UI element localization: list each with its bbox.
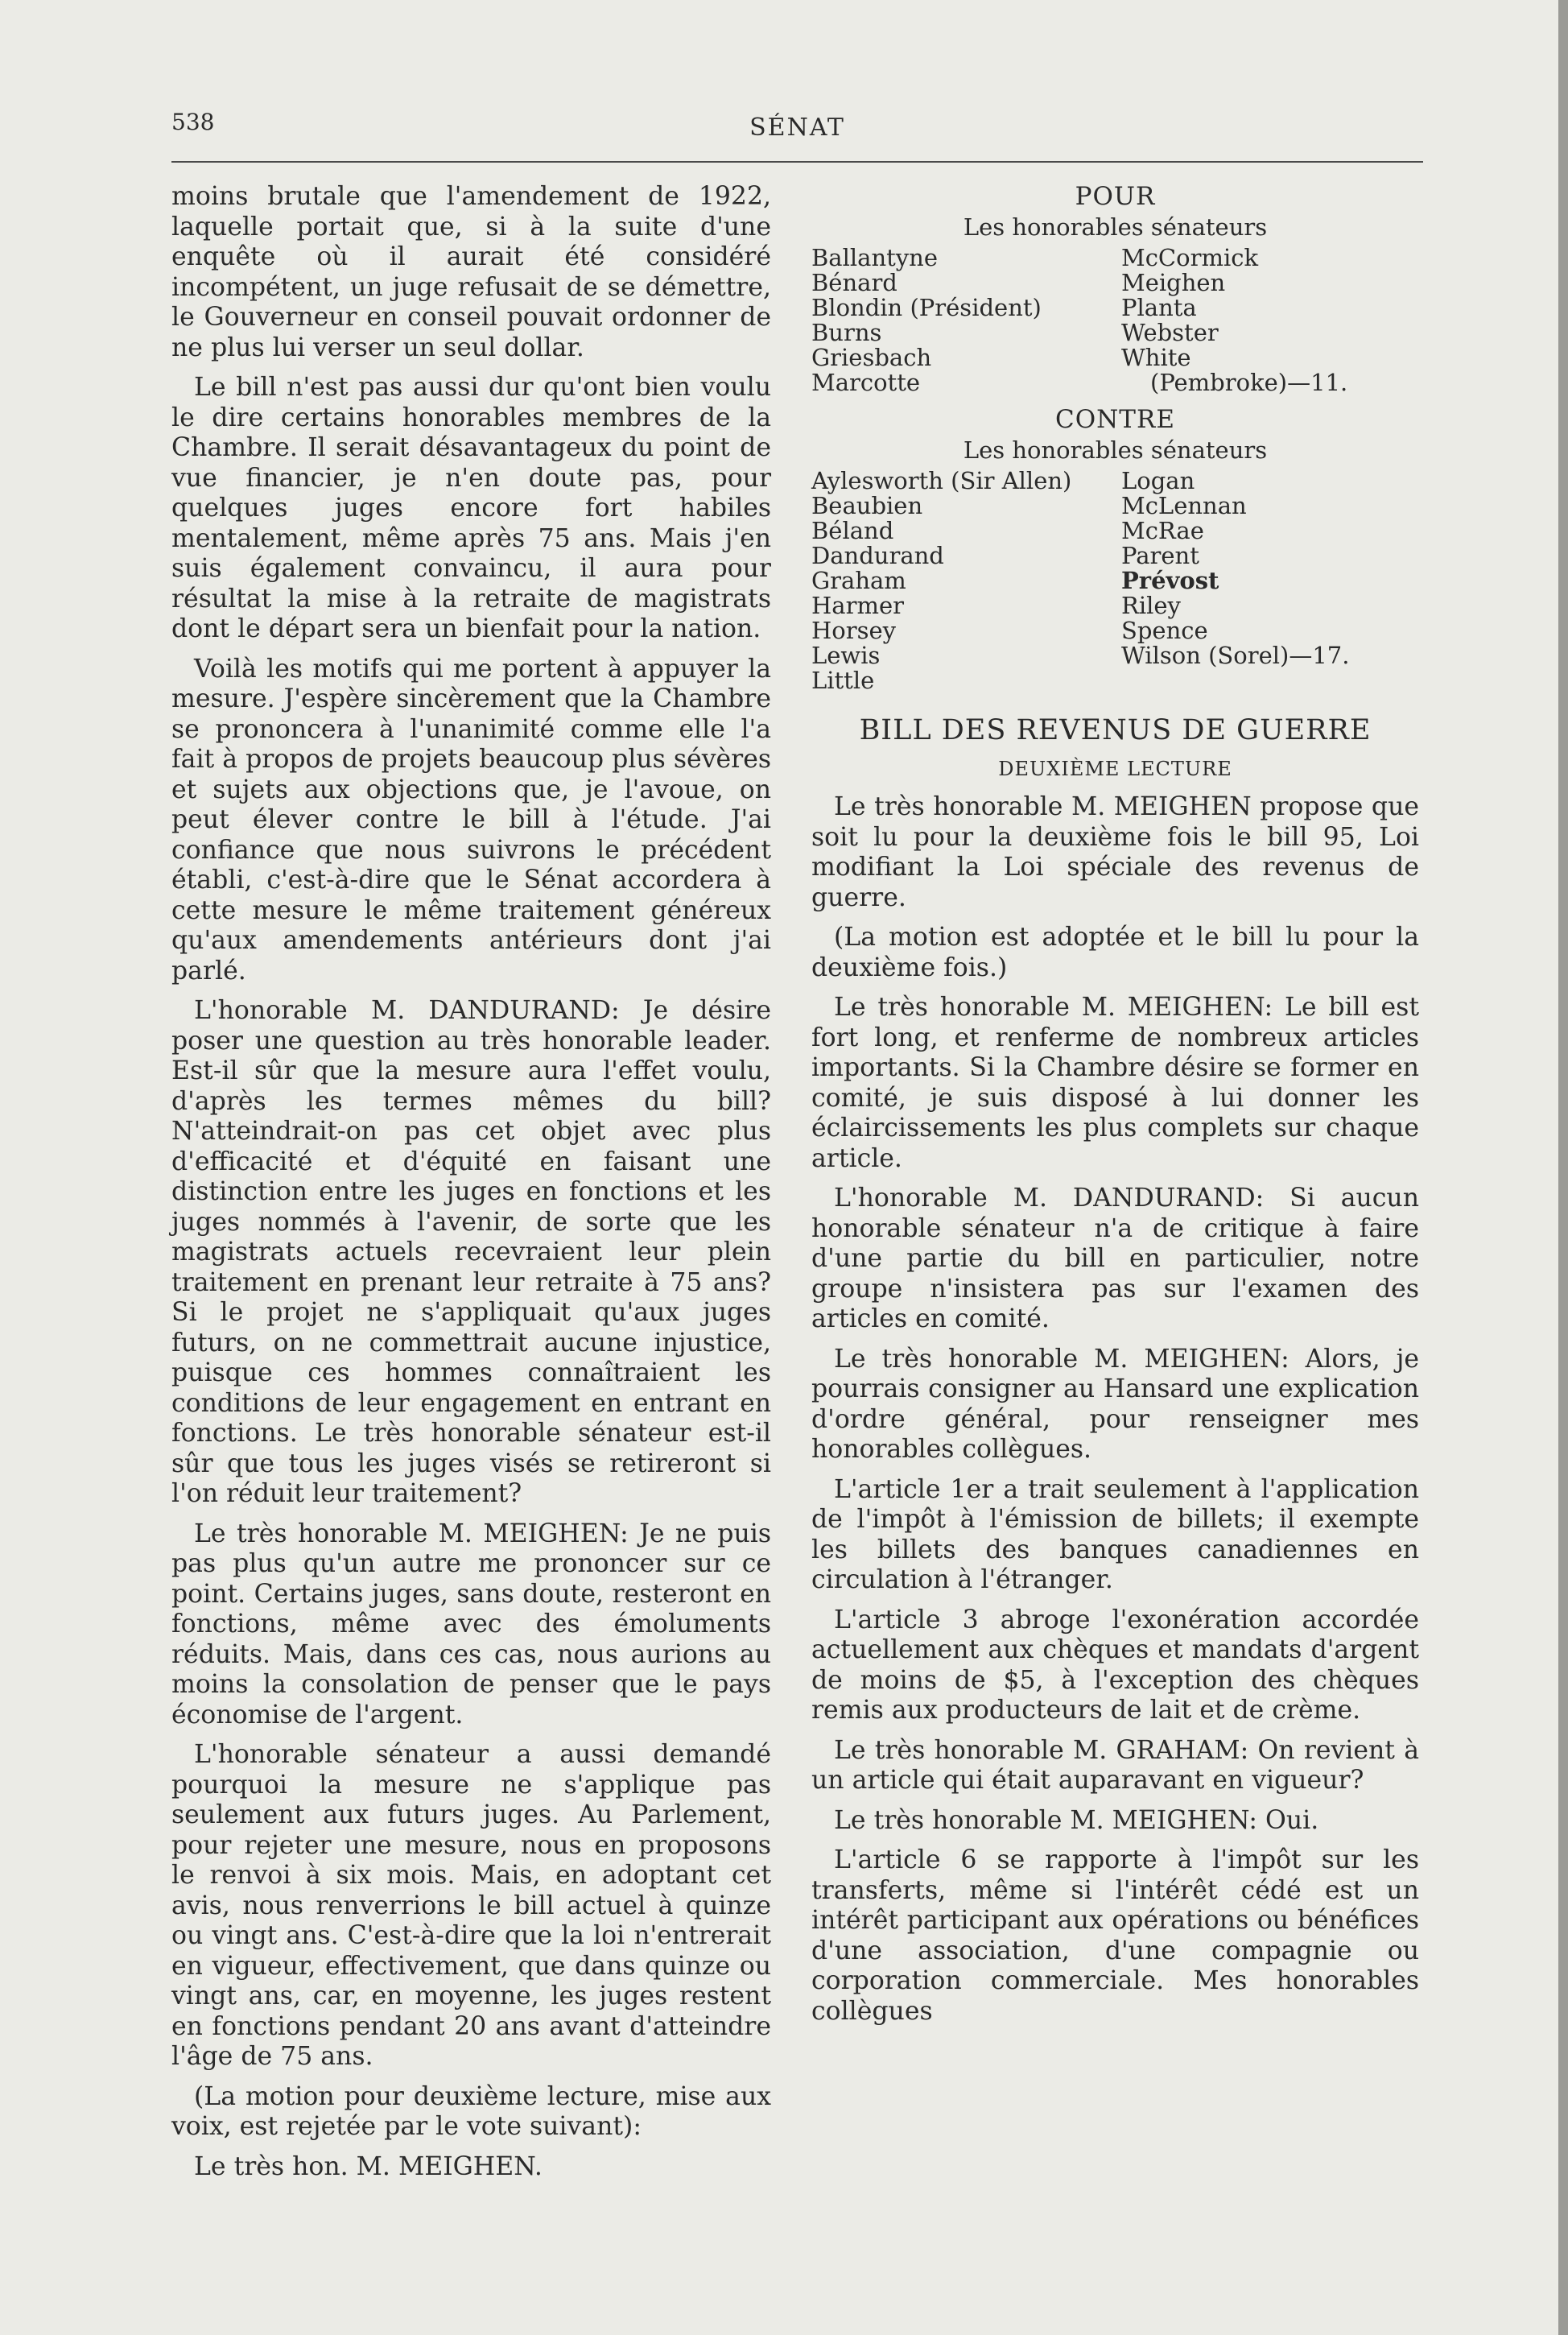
scan-edge	[1558, 0, 1568, 2335]
senator-name: White	[1121, 344, 1191, 371]
senator-name: Griesbach	[811, 344, 932, 371]
paragraph: Voilà les motifs qui me portent à appuyer la mesure. J'espère sincèrement que la Chambre se prononcera à l'unanimité comme elle l'a fait à propos de projets beaucoup plus sévères et sujets aux objections que, je l'avoue, on peut élever contre le bill à l'étude. J'ai confiance que nous suivrons le précédent établi, c'est-à-dire que le Sénat accordera à cette mesure le même traitement généreux qu'aux amendements antérieurs dont j'ai parlé.	[171, 654, 771, 986]
right-column	[811, 182, 1419, 2036]
section-subtitle: DEUXIÈME LECTURE	[998, 757, 1232, 780]
paragraph: Le très honorable M. MEIGHEN: Je ne puis pas plus qu'un autre me prononcer sur ce point. Certains juges, sans doute, resteront en fonctions, même avec des émoluments réduits. Mais, dans ces cas, nous aurions au moins la consolation de penser que le pays économise de l'argent.	[171, 1519, 771, 1730]
paragraph: L'honorable sénateur a aussi demandé pourquoi la mesure ne s'applique pas seulement aux futurs juges. Au Parlement, pour rejeter une mesure, nous en proposons le renvoi à six mois. Mais, en adoptant cet avis, nous renverrions le bill actuel à quinze ou vingt ans. C'est-à-dire que la loi n'entrerait en vigueur, effectivement, que dans quinze ou vingt ans, car, en moyenne, les juges restent en fonctions pendant 20 ans avant d'atteindre l'âge de 75 ans.	[171, 1740, 771, 2071]
paragraph: Le très honorable M. MEIGHEN: Alors, je pourrais consigner au Hansard une explication d'ordre général, pour renseigner mes honorables collègues.	[811, 1344, 1419, 1464]
senator-name: Spence	[1121, 617, 1208, 644]
vote-heading-contre: CONTRE	[1055, 405, 1175, 434]
paragraph: moins brutale que l'amendement de 1922, laquelle portait que, si à la suite d'une enquête où il aurait été considéré incompétent, un juge refusait de se démettre, le Gouverneur en conseil pouvait ordonner de ne plus lui verser un seul dollar.	[171, 182, 771, 362]
section-title: BILL DES REVENUS DE GUERRE	[859, 714, 1372, 746]
paragraph: L'article 6 se rapporte à l'impôt sur les transferts, même si l'intérêt cédé est un intérêt participant aux opérations ou bénéfices d'une association, d'une compagnie ou corporation commerciale. Mes honorables collègues	[811, 1845, 1419, 2026]
senator-name: Riley	[1121, 592, 1181, 619]
paragraph: Le très hon. M. MEIGHEN.	[194, 2151, 543, 2181]
paragraph: (La motion pour deuxième lecture, mise aux voix, est rejetée par le vote suivant):	[171, 2081, 771, 2141]
paragraph: Le très honorable M. GRAHAM: On revient à un article qui était auparavant en vigueur?	[811, 1735, 1419, 1795]
senator-name: McRae	[1121, 517, 1204, 544]
senator-name: Blondin (Président)	[811, 294, 1042, 321]
senator-name: Dandurand	[811, 542, 944, 569]
running-head: SÉNAT	[749, 114, 845, 142]
paragraph: L'article 1er a trait seulement à l'application de l'impôt à l'émission de billets; il exempte les billets des banques canadiennes en circulation à l'étranger.	[811, 1474, 1419, 1594]
header-rule	[171, 161, 1423, 163]
senator-name: McLennan	[1121, 492, 1247, 519]
senator-name: Aylesworth (Sir Allen)	[811, 467, 1072, 494]
senator-name: Bénard	[811, 269, 897, 296]
vote-heading-pour: POUR	[1075, 182, 1156, 211]
senator-name: Lewis	[811, 642, 881, 669]
paragraph: L'honorable M. DANDURAND: Je désire poser une question au très honorable leader. Est-il sûr que la mesure aura l'effet voulu, d'après les termes mêmes du bill? N'atteindrait-on pas cet objet avec plus d'efficacité et d'équité en faisant une distinction entre les juges en fonctions et les juges nommés à l'avenir, de sorte que les magistrats actuels recevraient leur plein traitement en prenant leur retraite à 75 ans? Si le projet ne s'appliquait qu'aux juges futurs, on ne commettrait aucune injustice, puisque ces hommes connaîtraient les conditions de leur engagement en entrant en fonctions. Le très honorable sénateur est-il sûr que tous les juges visés se retireront si l'on réduit leur traitement?	[171, 996, 771, 1508]
senator-name: Burns	[811, 319, 882, 346]
vote-list-contre	[811, 469, 1419, 693]
senator-name: Horsey	[811, 617, 897, 644]
vote-total: (Pembroke)—11.	[1150, 369, 1348, 396]
senator-name: Meighen	[1121, 269, 1226, 296]
page-number: 538	[171, 109, 215, 135]
paragraph: Le bill n'est pas aussi dur qu'ont bien voulu le dire certains honorables membres de la Chambre. Il serait désavantageux du point de vue financier, je n'en doute pas, pour quelques juges encore fort habiles mentalement, même après 75 ans. Mais j'en suis également convaincu, il aura pour résultat la mise à la retraite de magistrats dont le départ sera un bienfait pour la nation.	[171, 373, 771, 643]
vote-subheading-contre: Les honorables sénateurs	[963, 436, 1268, 464]
senator-name: Béland	[811, 517, 894, 544]
senator-name: Little	[811, 667, 875, 694]
left-column	[171, 182, 771, 2192]
senator-name: Harmer	[811, 592, 904, 619]
senator-name: Ballantyne	[811, 244, 938, 271]
senator-name: McCormick	[1121, 244, 1259, 271]
page-header	[171, 109, 1423, 149]
paragraph: L'honorable M. DANDURAND: Si aucun honorable sénateur n'a de critique à faire d'une partie du bill en particulier, notre groupe n'insistera pas sur l'examen des articles en comité.	[811, 1184, 1419, 1333]
vote-total: Wilson (Sorel)—17.	[1121, 642, 1350, 669]
senator-name: Planta	[1121, 294, 1197, 321]
senator-name: Logan	[1121, 467, 1195, 494]
paragraph: Le très honorable M. MEIGHEN: Le bill est fort long, et renferme de nombreux articles importants. Si la Chambre désire se former en comité, je suis disposé à lui donner les éclaircissements les plus complets sur chaque article.	[811, 993, 1419, 1173]
vote-subheading-pour: Les honorables sénateurs	[963, 213, 1268, 241]
senator-name: Webster	[1121, 319, 1219, 346]
paragraph: (La motion est adoptée et le bill lu pour la deuxième fois.)	[811, 923, 1419, 982]
paragraph: Le très honorable M. MEIGHEN: Oui.	[834, 1805, 1319, 1835]
senator-name: Parent	[1121, 542, 1199, 569]
senator-name: Prévost	[1121, 567, 1219, 594]
senator-name: Marcotte	[811, 369, 921, 396]
vote-list-pour	[811, 246, 1419, 395]
senator-name: Graham	[811, 567, 906, 594]
paragraph: L'article 3 abroge l'exonération accordée actuellement aux chèques et mandats d'argent de moins de $5, à l'exception des chèques remis aux producteurs de lait et de crème.	[811, 1605, 1419, 1725]
paragraph: Le très honorable M. MEIGHEN propose que soit lu pour la deuxième fois le bill 95, Loi modifiant la Loi spéciale des revenus de guerre.	[811, 792, 1419, 912]
senator-name: Beaubien	[811, 492, 923, 519]
